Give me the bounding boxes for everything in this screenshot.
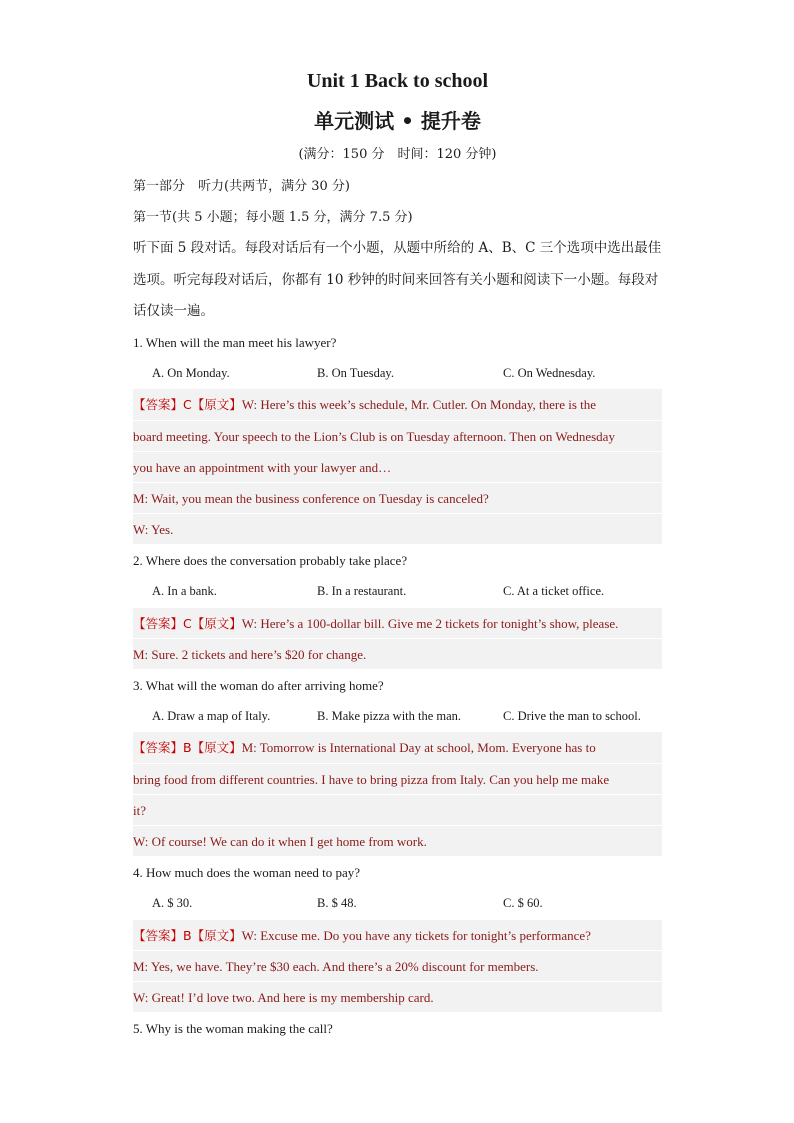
transcript-line: board meeting. Your speech to the Lion’s Club is on Tuesday afternoon. Then on Wednesday xyxy=(133,421,662,452)
question-text: 3. What will the woman do after arriving home? xyxy=(133,678,384,694)
option-b: B. In a restaurant. xyxy=(317,584,407,599)
option-b: B. On Tuesday. xyxy=(317,366,394,381)
option-c: C. $ 60. xyxy=(503,896,543,911)
question-text: 5. Why is the woman making the call? xyxy=(133,1021,333,1037)
question-text: 2. Where does the conversation probably take place? xyxy=(133,553,408,569)
answer-tag: 【答案】C【原文】 xyxy=(133,397,242,413)
options-row xyxy=(133,576,662,607)
answer-line xyxy=(133,732,662,763)
option-c: C. At a ticket office. xyxy=(503,584,605,599)
transcript-text: M: Tomorrow is International Day at school, Mom. Everyone has to xyxy=(241,740,596,756)
option-a: A. $ 30. xyxy=(152,896,193,911)
transcript-line: M: Yes, we have. They’re $30 each. And there’s a 20% discount for members. xyxy=(133,951,662,982)
question-1 xyxy=(133,327,662,545)
transcript-line: it? xyxy=(133,795,662,826)
option-c: C. Drive the man to school. xyxy=(503,709,641,724)
transcript-line: bring food from different countries. I have to bring pizza from Italy. Can you help me make xyxy=(133,764,662,795)
transcript-line: M: Wait, you mean the business conference on Tuesday is canceled? xyxy=(133,483,662,514)
option-a: A. Draw a map of Italy. xyxy=(152,709,271,724)
question-2 xyxy=(133,545,662,670)
transcript-line: W: Of course! We can do it when I get home from work. xyxy=(133,826,662,857)
part-heading: 第一部分 听力(共两节，满分 30 分) xyxy=(133,179,350,194)
answer-block xyxy=(133,920,662,1014)
question-3 xyxy=(133,670,662,857)
answer-block xyxy=(133,732,662,857)
options-row xyxy=(133,701,662,732)
transcript-text: W: Here’s this week’s schedule, Mr. Cutler. On Monday, there is the xyxy=(241,397,597,413)
option-a: A. On Monday. xyxy=(152,366,230,381)
answer-block xyxy=(133,608,662,670)
option-b: B. Make pizza with the man. xyxy=(317,709,462,724)
answer-line xyxy=(133,608,662,639)
option-a: A. In a bank. xyxy=(152,584,217,599)
transcript-line: M: Sure. 2 tickets and here’s $20 for change. xyxy=(133,639,662,670)
answer-tag: 【答案】C【原文】 xyxy=(133,615,242,631)
transcript-line: W: Great! I’d love two. And here is my membership card. xyxy=(133,982,662,1013)
score-time-info: (满分：150 分 时间：120 分钟) xyxy=(298,147,497,162)
transcript-text: W: Excuse me. Do you have any tickets for tonight’s performance? xyxy=(241,927,591,943)
transcript-line: you have an appointment with your lawyer and… xyxy=(133,452,662,483)
question-4 xyxy=(133,857,662,1013)
option-b: B. $ 48. xyxy=(317,896,357,911)
answer-tag: 【答案】B【原文】 xyxy=(133,927,242,943)
transcript-line: W: Yes. xyxy=(133,514,662,545)
option-c: C. On Wednesday. xyxy=(503,366,596,381)
answer-block xyxy=(133,389,662,545)
question-5 xyxy=(133,1013,662,1044)
unit-title: Unit 1 Back to school xyxy=(306,70,489,92)
instructions: 听下面 5 段对话。每段对话后有一个小题，从题中所给的 A、B、C 三个选项中选出最佳选项。听完每段对话后，你都有 10 秒钟的时间来回答有关小题和阅读下一小题。每段对话仅读一遍。 xyxy=(133,240,662,319)
subsection-heading: 第一节(共 5 小题；每小题 1.5 分，满分 7.5 分) xyxy=(133,210,413,226)
options-row xyxy=(133,888,662,919)
options-row xyxy=(133,358,662,389)
answer-line xyxy=(133,389,662,420)
answer-tag: 【答案】B【原文】 xyxy=(133,740,242,756)
answer-line xyxy=(133,920,662,951)
question-text: 4. How much does the woman need to pay? xyxy=(133,865,361,881)
question-text: 1. When will the man meet his lawyer? xyxy=(133,334,337,350)
test-subtitle: 单元测试 • 提升卷 xyxy=(314,109,481,133)
transcript-text: W: Here’s a 100-dollar bill. Give me 2 tickets for tonight’s show, please. xyxy=(241,615,619,631)
